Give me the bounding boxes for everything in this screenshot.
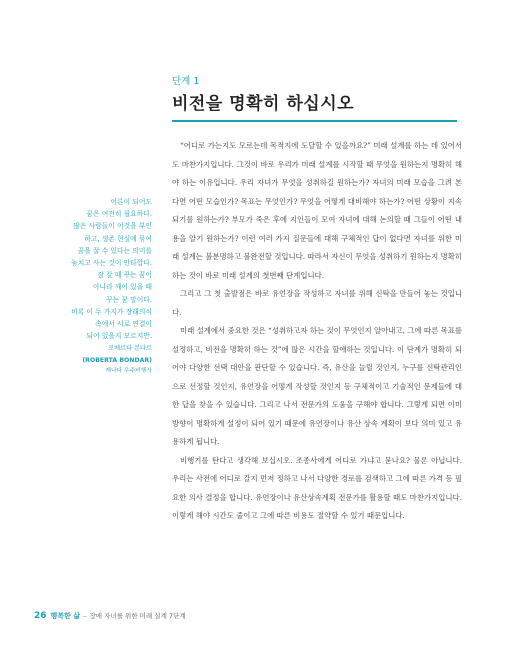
body-paragraph: 그리고 그 첫 출발점은 바로 유언장을 작성하고 자녀를 위해 신탁을 만들어 놓는 것입니다. [172, 289, 462, 317]
quote-line: 많은 사람들이 이것을 부인 [73, 222, 152, 231]
body-paragraph: “어디로 가는지도 모르는데 목적지에 도달할 수 있을까요?” 미래 설계를 하는 데 있어서도 마찬가지입니다. 그것이 바로 우리가 미래 설계를 시작할 때 무엇을 원하는지 명확히 해야 하는 이유입니다. 우리 자녀가 무엇을 성취하길 원하는가? 자녀의 미래 모습을 그려 본다면 어떤 모습인가? 목표는 무엇인가? 무엇을 어떻게 대비해야 하는가? 어떤 상황이 지속되기를 원하는가? 부모가 죽은 후에 지인들이 모여 자녀에 대해 논의할 때 그들이 어떤 내용을 알기 원하는가? 이런 여러 가지 질문들에 대해 구체적인 답이 없다면 자녀를 위한 미래 설계는 불분명하고 불완전할 것입니다. 따라서 자신이 무엇을 성취하기 원하는지 명확히 하는 것이 바로 미래 설계의 첫번째 단계입니다. [172, 141, 463, 280]
quote-line: 잠 잘 때 꾸는 꿈이 [97, 271, 152, 280]
quote-author-korean: 로베르타 본다르 [108, 345, 152, 353]
sidebar-quote [62, 196, 152, 376]
footer-separator: – [83, 612, 87, 620]
quote-line: 되어 있을지 모르지만. [86, 332, 152, 341]
quote-line: 어른이 되어도 [110, 198, 152, 206]
quote-line: 속에서 서로 연결이 [95, 320, 152, 329]
quote-line: 놓치고 사는 것이 안타깝다. [71, 259, 152, 268]
quote-line: 꾸는 꿈 말이다. [106, 295, 152, 304]
page-title: 비전을 명확히 하십시오 [172, 94, 355, 114]
page-footer [34, 611, 186, 621]
page-number: 26 [34, 611, 47, 621]
quote-author-english: (ROBERTA BONDAR) [82, 357, 152, 365]
quote-author-role: 캐나다 우주비행사 [105, 368, 152, 375]
quote-line: 비록 이 두 가지가 장래의식 [71, 307, 152, 316]
title-divider [172, 120, 457, 122]
quote-line: 꿈은 여전히 필요하다. [86, 210, 152, 219]
step-label: 단계 1 [172, 76, 200, 87]
chapter-title: 장애 자녀를 위한 미래 설계 7단계 [89, 612, 186, 620]
book-title: 행복한 삶 [50, 612, 81, 620]
quote-line: 하고, 생존 현실에 묶여 [84, 234, 152, 243]
body-text [172, 137, 462, 526]
body-paragraph: 비행기를 탄다고 생각해 보십시오. 조종사에게 어디로 가냐고 묻나요? 물론 아닙니다. 우리는 사전에 어디로 갈지 먼저 정하고 나서 다양한 경로를 검색하고 그에 따른 가격 등 필요한 의사 결정을 합니다. 유언장이나 유산상속계획 전문가를 활용할 때도 마찬가지입니다. 이렇게 해야 시간도 줄이고 그에 따른 비용도 절약할 수 있기 때문입니다. [172, 455, 463, 520]
quote-line: 꿈을 꿀 수 있다는 의미를 [77, 246, 152, 255]
body-paragraph: 미래 설계에서 중요한 것은 “성취하고자 하는 것이 무엇인지 알아내고, 그에 따른 목표를 설정하고, 비전을 명확히 하는 것”에 많은 시간을 할애하는 것입니다. 이 단계가 명확히 되어야 다양한 선택 대안을 판단할 수 있습니다. 즉, 유산을 늘릴 것인지, 누구를 신탁관리인으로 선정할 것인지, 유언장을 어떻게 작성할 것인지 등 구체적이고 기술적인 문제들에 대한 답을 찾을 수 있습니다. 그리고 나서 전문가의 도움을 구해야 합니다. 그렇게 되면 이미 방향이 명확하게 설정이 되어 있기 때문에 유언장이나 유산 상속 계획이 보다 의미 있고 유용하게 됩니다. [172, 326, 462, 446]
quote-line: 아니라 깨어 있을 때 [92, 283, 152, 292]
